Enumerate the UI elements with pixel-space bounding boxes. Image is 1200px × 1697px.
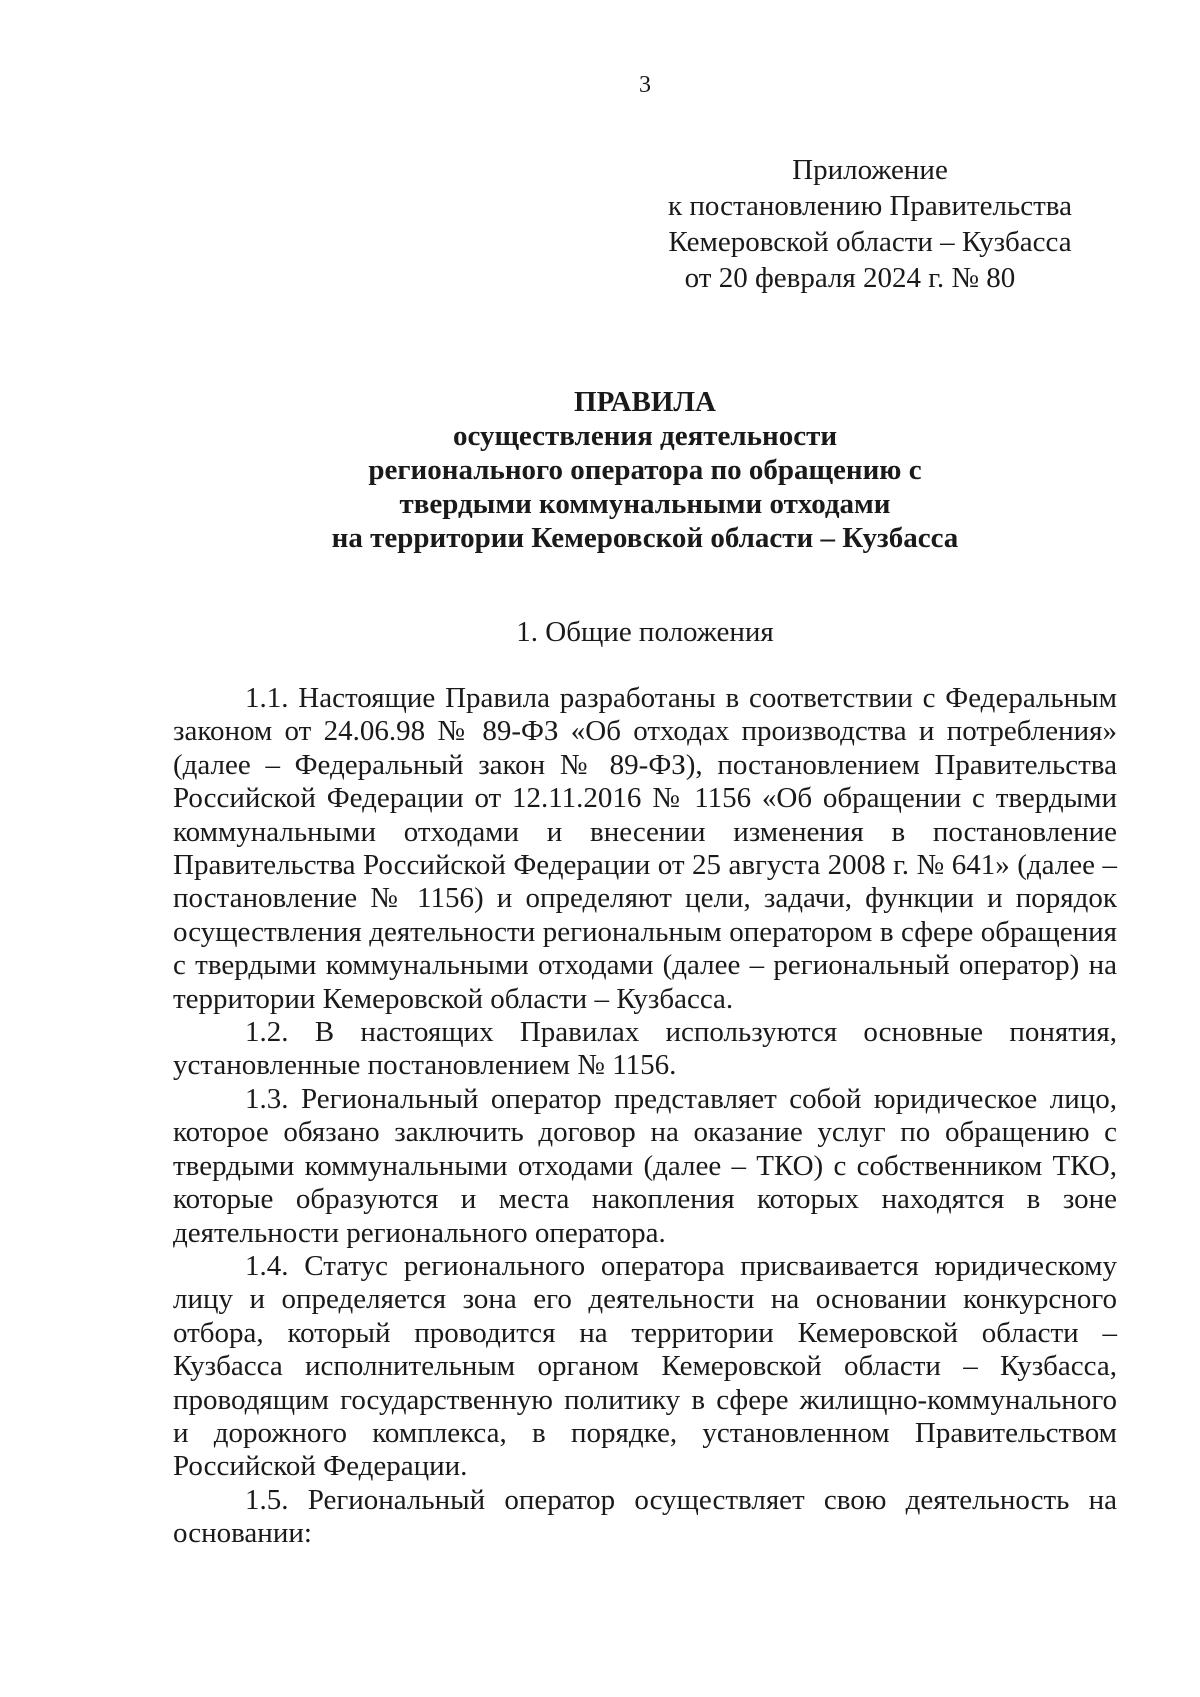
title-line: ПРАВИЛА	[574, 386, 716, 418]
paragraph-1-1: 1.1. Настоящие Правила разработаны в соответствии с Федеральным законом от 24.06.98 № 89-ФЗ «Об отходах производства и потребления» (далее – Федеральный закон № 89-ФЗ), постановлением Правительства Российской Федерации от 12.11.2016 № 1156 «Об обращении с твердыми коммунальными отходами и внесении изменения в постановление Правительства Российской Федерации от 25 августа 2008 г. № 641» (далее – постановление № 1156) и определяют цели, задачи, функции и порядок осуществления деятельности региональным оператором в сфере обращения с твердыми коммунальными отходами (далее – региональный оператор) на территории Кемеровской области – Кузбасса.	[173, 682, 1117, 1015]
appendix-line: Кемеровской области – Кузбасса	[668, 226, 1072, 258]
appendix-date-line: от 20 февраля 2024 г. № 80	[684, 262, 1016, 294]
document-title	[170, 385, 1120, 555]
paragraph-1-3: 1.3. Региональный оператор представляет собой юридическое лицо, которое обязано заключить договор на оказание услуг по обращению с твердыми коммунальными отходами (далее – ТКО) с собственником ТКО, которые образуются и места накопления которых находятся в зоне деятельности регионального оператора.	[173, 1082, 1117, 1249]
title-line: регионального оператора по обращению с	[368, 454, 922, 486]
appendix-line: Приложение	[792, 154, 948, 186]
body-text	[173, 682, 1117, 1551]
appendix-block	[640, 152, 1100, 296]
paragraph-1-5: 1.5. Региональный оператор осуществляет свою деятельность на основании:	[173, 1483, 1117, 1550]
title-line: твердыми коммунальными отходами	[399, 488, 891, 520]
title-line: осуществления деятельности	[452, 420, 838, 452]
paragraph-1-4: 1.4. Статус регионального оператора присваивается юридическому лицу и определяется зона его деятельности на основании конкурсного отбора, который проводится на территории Кемеровской области – Кузбасса исполнительным органом Кемеровской области – Кузбасса, проводящим государственную политику в сфере жилищно-коммунального и дорожного комплекса, в порядке, установленном Правительством Российской Федерации.	[173, 1249, 1117, 1483]
title-line: на территории Кемеровской области – Кузбасса	[331, 522, 959, 554]
page-number: 3	[639, 72, 651, 98]
appendix-line: к постановлению Правительства	[668, 190, 1072, 222]
paragraph-1-2: 1.2. В настоящих Правилах используются основные понятия, установленные постановлением № 1156.	[173, 1016, 1117, 1082]
section-heading: 1. Общие положения	[516, 616, 774, 648]
